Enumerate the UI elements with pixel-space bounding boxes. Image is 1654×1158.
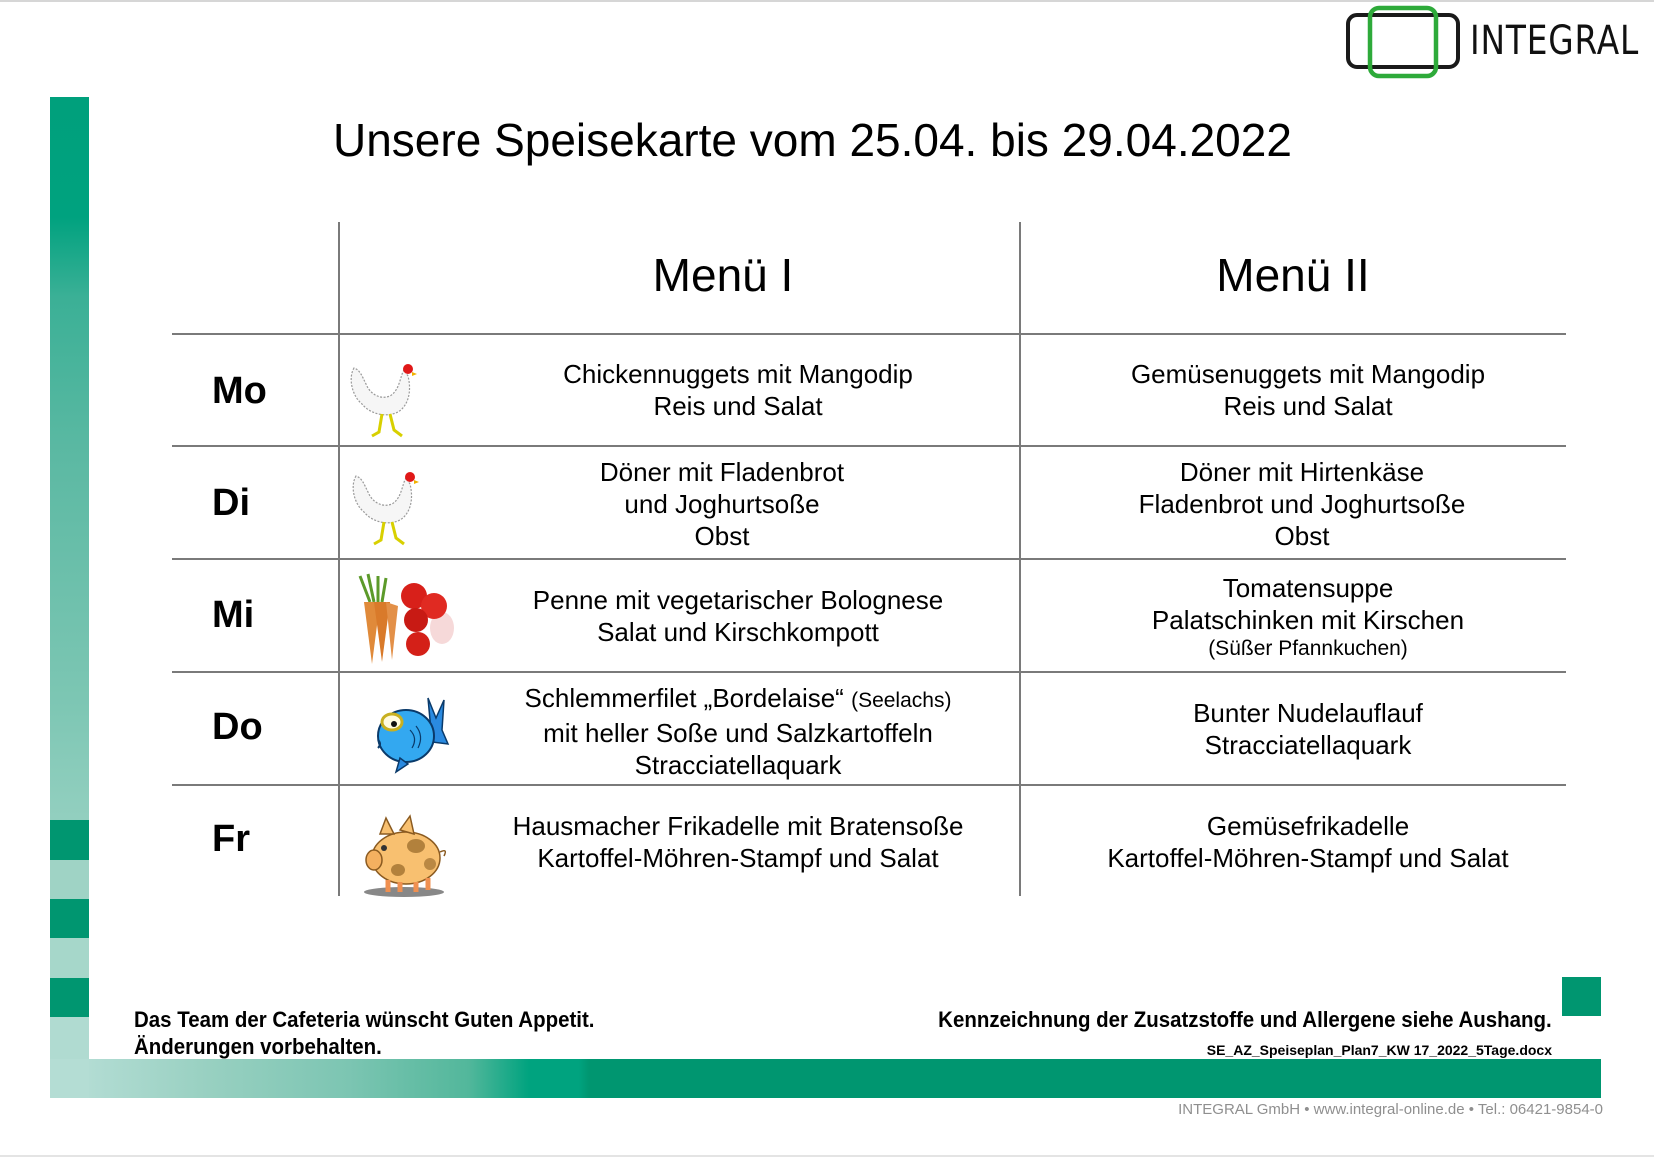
- day-label: Fr: [212, 818, 250, 860]
- dish-line: Gemüsefrikadelle: [1206, 811, 1410, 841]
- menu-2-item: [1030, 810, 1586, 874]
- table-divider: [172, 558, 1566, 560]
- table-divider: [172, 784, 1566, 786]
- file-name: SE_AZ_Speiseplan_Plan7_KW 17_2022_5Tage.docx: [1206, 1042, 1552, 1058]
- left-accent-light: [50, 1017, 89, 1059]
- left-accent-light: [50, 938, 89, 978]
- menu-2-header: Menü II: [1216, 249, 1370, 301]
- logo-text: INTEGRAL: [1470, 18, 1640, 64]
- fish-icon: [370, 690, 450, 774]
- dish-line: Salat und Kirschkompott: [597, 617, 879, 647]
- dish-line: Hausmacher Frikadelle mit Bratensoße: [512, 811, 964, 841]
- menu-1-item: [460, 682, 1016, 781]
- table-divider: [172, 333, 1566, 335]
- allergen-note: Kennzeichnung der Zusatzstoffe und Allergene siehe Aushang.: [938, 1007, 1552, 1032]
- dish-line: Chickennuggets mit Mangodip: [563, 359, 913, 389]
- menu-1-item: [444, 456, 1000, 552]
- day-label: Mi: [212, 594, 255, 636]
- pig-icon: [358, 808, 450, 898]
- dish-line: Döner mit Hirtenkäse: [1179, 457, 1425, 487]
- greeting-line: Das Team der Cafeteria wünscht Guten Appetit.: [134, 1007, 595, 1032]
- menu-1-item: [460, 810, 1016, 874]
- dish-line: [460, 682, 1016, 717]
- dish-note: (Seelachs): [851, 689, 952, 712]
- dish-line: Tomatensuppe: [1222, 573, 1394, 603]
- day-label: Do: [212, 706, 263, 748]
- dish-line: Kartoffel-Möhren-Stampf und Salat: [537, 843, 939, 873]
- dish-line: Fladenbrot und Joghurtsoße: [1138, 489, 1466, 519]
- dish-line: Stracciatellaquark: [634, 750, 842, 780]
- chicken-icon: [346, 356, 422, 442]
- left-accent-block: [50, 978, 89, 1017]
- dish-line: Kartoffel-Möhren-Stampf und Salat: [1107, 843, 1509, 873]
- vegetables-icon: [350, 572, 458, 666]
- footer-greeting: [134, 1006, 594, 1060]
- left-accent-light: [50, 860, 89, 899]
- dish-line: Reis und Salat: [653, 391, 823, 421]
- dish-line: Palatschinken mit Kirschen: [1151, 605, 1465, 635]
- company-info: INTEGRAL GmbH • www.integral-online.de • Tel.: 06421-9854-0: [1178, 1101, 1603, 1118]
- dish-text: Schlemmerfilet „Bordelaise“: [524, 683, 844, 713]
- page-title: Unsere Speisekarte vom 25.04. bis 29.04.2022: [333, 114, 1292, 166]
- menu-2-item: [1024, 456, 1580, 552]
- table-divider: [172, 671, 1566, 673]
- menu-1-item: [460, 358, 1016, 422]
- green-square: [1562, 977, 1601, 1016]
- changes-note: Änderungen vorbehalten.: [134, 1034, 382, 1059]
- dish-line: Obst: [1274, 521, 1330, 551]
- dish-note: (Süßer Pfannkuchen): [1208, 637, 1408, 660]
- bottom-left-corner: [50, 1059, 89, 1098]
- bottom-border: [0, 1155, 1654, 1157]
- menu-1-header: Menü I: [652, 249, 794, 301]
- day-label: Di: [212, 482, 250, 524]
- dish-line: Döner mit Fladenbrot: [599, 457, 845, 487]
- table-divider: [172, 445, 1566, 447]
- dish-line: Stracciatellaquark: [1204, 730, 1412, 760]
- menu-1-item: [460, 584, 1016, 648]
- menu-2-item: [1030, 697, 1586, 761]
- dish-line: Obst: [694, 521, 750, 551]
- menu-2-item: [1030, 572, 1586, 662]
- bottom-accent-bar: [89, 1059, 1601, 1098]
- left-accent-block: [50, 899, 89, 938]
- dish-line: Gemüsenuggets mit Mangodip: [1130, 359, 1486, 389]
- chicken-icon: [348, 464, 424, 550]
- menu-2-item: [1030, 358, 1586, 422]
- day-label: Mo: [212, 370, 267, 412]
- top-border: [0, 0, 1654, 2]
- dish-line: und Joghurtsoße: [624, 489, 820, 519]
- left-accent-block: [50, 820, 89, 860]
- dish-line: Penne mit vegetarischer Bolognese: [532, 585, 944, 615]
- dish-line: Bunter Nudelauflauf: [1193, 698, 1423, 728]
- dish-line: mit heller Soße und Salzkartoffeln: [543, 718, 933, 748]
- dish-line: Reis und Salat: [1223, 391, 1393, 421]
